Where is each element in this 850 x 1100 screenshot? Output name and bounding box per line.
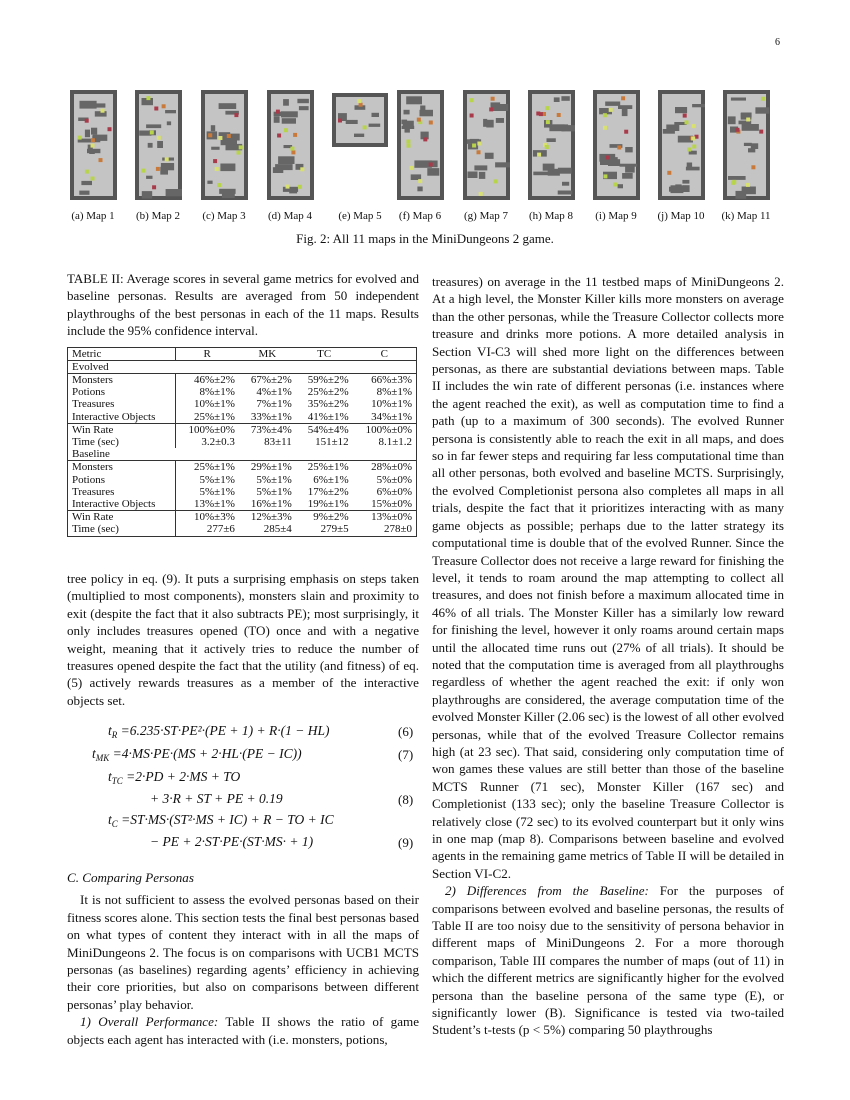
table-cell: 34%±1% — [371, 410, 412, 423]
paragraph — [432, 882, 784, 1039]
eq-lhs: t — [108, 812, 112, 827]
section-label: Baseline — [68, 448, 417, 461]
table-cell: 5%±1% — [199, 473, 235, 486]
table-cell: 100%±0% — [353, 423, 417, 436]
subsection-heading: 1) Overall Performance: — [80, 1014, 219, 1030]
paragraph: treasures) on average in the 11 testbed maps of MiniDungeons 2. At a high level, the Monster Killer kills more monsters on average than the other personas, while the Treasure Collector collects more treasure and drinks more potions. A more detailed analysis in Section VI-C3 will shed more light on the differences between personas, as there are substantial deviations between maps. Table II includes the win rate of different personas (i.e. instances where the agent reached the exit), as well as computation time to find a path (up to a maximum of 300 seconds). The evolved Runner persona is consistently able to reach the exit in all maps, and does so in far fewer steps and requiring far less computational time than all other personas, both evolved and baseline MCTS. Surprisingly, the evolved Completionist persona also completes all maps in all trials, despite the fact that it prioritizes interacting with as many game objects as possible; perhaps due to the latter strategy its computational time is double that of the evolved Runner. Since the Treasure Collector does not receive a large reward for finishing the level, it tends to roam around the map attempting to collect all treasures, and does not finish before a maximum allocated time in 46% of all trials. The Monster Killer has a similarly low reward for finishing the level, however it only roams around certain maps until the allocated time runs out (27% of all trials). It should be noted that the computation time is averaged from all playthroughs regardless of whether the agent reached the exit: if only won playthroughs are considered, the average computation time of the evolved Monster Killer (2.06 sec) is the lowest of all other evolved personas, while that of the evolved Treasure Collector remains high (at 23 sec). That said, considering only computation time of won games these values are still better than those of the baseline MCTS Runner (71 sec), Monster Killer (167 sec) and Completionist (133 sec); only the baseline Treasure Collector is relatively close (72 sec) to its evolved counterpart but it only wins in one map (map 8). Comparisons between baseline and evolved agents in the remaining game metrics of Table II will be detailed in Section VI-C2. — [432, 274, 784, 881]
table-cell: 5%±1% — [256, 473, 292, 486]
map-image — [723, 90, 770, 200]
section-row — [68, 360, 417, 373]
paragraph — [67, 1013, 419, 1048]
equation-continuation: + 3·R + ST + PE + 0.19 — [150, 791, 283, 806]
table-cell: 46%±2% — [194, 374, 235, 387]
table-cell: 5%±0% — [376, 473, 412, 486]
row-label: Interactive Objects — [68, 498, 176, 511]
table-row — [68, 436, 417, 448]
table-cell: 7%±1% — [256, 398, 292, 411]
eq-rhs: =2·PD + 2·MS + TO — [126, 769, 241, 784]
equation — [108, 811, 334, 833]
equation-continuation: − PE + 2·ST·PE·(ST·MS· + 1) — [150, 834, 314, 849]
table-cell: 279±5 — [320, 523, 349, 536]
row-label: Monsters — [68, 461, 176, 474]
subsection-heading: 2) Differences from the Baseline: — [445, 883, 649, 899]
map-label: (e) Map 5 — [338, 210, 382, 222]
equation-number: (8) — [398, 792, 414, 807]
table-cell: 8.1±1.2 — [378, 436, 412, 449]
table-cell: 25%±1% — [194, 410, 235, 423]
table-cell: 5%±1% — [256, 485, 292, 498]
results-table — [67, 347, 417, 537]
figure-maps — [66, 90, 786, 230]
column-header: TC — [296, 347, 353, 360]
table-cell: 17%±2% — [307, 485, 349, 498]
left-text-2 — [67, 869, 419, 1048]
map-image — [70, 90, 117, 200]
table-cell: 6%±0% — [376, 485, 412, 498]
table-row — [68, 386, 417, 398]
table-caption: TABLE II: Average scores in several game metrics for evolved and baseline personas. Results are averaged from 50 independent playthroughs of the best personas in each of the 11 maps. Results include the 95% confidence interval. — [67, 271, 419, 339]
table-row — [68, 411, 417, 424]
table-cell: 10%±3% — [175, 511, 239, 524]
table-cell: 8%±1% — [199, 386, 235, 399]
table-cell: 3.2±0.3 — [201, 436, 235, 449]
page-number: 6 — [775, 37, 780, 48]
row-label: Monsters — [68, 374, 176, 387]
table-cell: 25%±1% — [307, 461, 349, 474]
equation-number: (6) — [398, 724, 414, 739]
section-row — [68, 448, 417, 461]
map-image — [397, 90, 444, 200]
table-cell: 16%±1% — [250, 498, 292, 511]
section-label: Evolved — [68, 360, 417, 373]
eq-rhs: =6.235·ST·PE²·(PE + 1) + R·(1 − HL) — [120, 723, 330, 738]
equation — [108, 768, 240, 790]
paragraph-text: Table II shows the ratio of game objects each agent has interacted with (i.e. monsters, potions, — [67, 1014, 420, 1047]
table-cell: 151±12 — [315, 436, 349, 449]
right-column — [432, 273, 784, 1039]
table-cell: 15%±0% — [371, 498, 412, 511]
map-image — [267, 90, 314, 200]
table-row — [68, 523, 417, 536]
table-cell: 54%±4% — [296, 423, 353, 436]
map-image — [463, 90, 510, 200]
table-cell: 28%±0% — [371, 461, 412, 474]
figure-caption: Fig. 2: All 11 maps in the MiniDungeons 2 game. — [296, 231, 554, 246]
left-column — [67, 270, 419, 537]
row-label: Win Rate — [68, 423, 176, 436]
map-image — [593, 90, 640, 200]
column-header: Metric — [68, 347, 176, 360]
equation-number: (7) — [398, 747, 414, 762]
table-cell: 29%±1% — [250, 461, 292, 474]
table-cell: 41%±1% — [307, 410, 349, 423]
table-cell: 25%±2% — [307, 386, 349, 399]
table-row — [68, 461, 417, 474]
table-cell: 10%±1% — [371, 398, 412, 411]
table-row — [68, 498, 417, 511]
table-cell: 4%±1% — [256, 386, 292, 399]
section-heading: C. Comparing Personas — [67, 870, 194, 885]
eq-lhs: t — [108, 769, 112, 784]
table-cell: 35%±2% — [307, 398, 349, 411]
row-label: Potions — [68, 474, 176, 486]
row-label: Treasures — [68, 398, 176, 410]
table-row — [68, 398, 417, 410]
map-label: (i) Map 9 — [595, 210, 637, 222]
table-cell: 10%±1% — [194, 398, 235, 411]
left-text — [67, 570, 419, 709]
table-row — [68, 486, 417, 498]
row-label: Time (sec) — [68, 436, 176, 448]
row-label: Treasures — [68, 486, 176, 498]
paragraph: It is not sufficient to assess the evolved personas based on their fitness scores alone. This section tests the final best personas based on what types of content they interact with in all the maps of MiniDungeons 2. The focus is on comparisons with UCB1 MCTS personas (as baselines) regarding agents’ efficiency in achieving their core priorities, but also on comparisons between different personas’ play behavior. — [67, 892, 419, 1012]
column-header: C — [353, 347, 417, 360]
table-cell: 277±6 — [206, 523, 235, 536]
table-row — [68, 474, 417, 486]
map-image — [658, 90, 705, 200]
column-header: MK — [239, 347, 296, 360]
eq-subscript: R — [111, 730, 118, 740]
equation-number: (9) — [398, 835, 414, 850]
map-image — [201, 90, 248, 200]
paragraph-text: For the purposes of comparisons between evolved and baseline personas, the results of Table II are too noisy due to the sensitivity of persona behavior in different maps of MiniDungeons 2. For a more thorough comparison, Table III compares the number of maps (out of 11) in which the different metrics are significantly higher for the evolved persona than the baseline persona of the same type (E), or significantly lower (B). Significance is tested via two-tailed Student’s t-tests (p < 5%) comparing 50 playthroughs — [432, 883, 784, 1038]
row-label: Time (sec) — [68, 523, 176, 536]
map-label: (b) Map 2 — [136, 210, 180, 222]
table-cell: 13%±0% — [353, 511, 417, 524]
map-image — [135, 90, 182, 200]
map-image — [528, 90, 575, 200]
table-cell: 6%±1% — [313, 473, 349, 486]
results-table-wrap — [67, 347, 419, 537]
map-image — [332, 93, 388, 147]
map-label: (d) Map 4 — [268, 210, 312, 222]
table-cell: 83±11 — [264, 436, 292, 449]
row-label: Interactive Objects — [68, 411, 176, 424]
map-label: (a) Map 1 — [71, 210, 115, 222]
table-cell: 9%±2% — [296, 511, 353, 524]
table-cell: 67%±2% — [250, 374, 292, 387]
table-cell: 73%±4% — [239, 423, 296, 436]
column-header: R — [175, 347, 239, 360]
equation — [92, 745, 302, 767]
paragraph: tree policy in eq. (9). It puts a surprising emphasis on steps taken (multiplied to most components), monsters slain and proximity to exit (despite the fact that it also subtracts PE); most surprisingly, it only includes treasures opened (TO) once and with a negative weight, meaning that it actively tries to reduce the number of treasures opened despite the fact that the utility (and fitness) of eq. (5) actively rewards treasures as a member of the interactive objects set. — [67, 571, 419, 708]
table-cell: 12%±3% — [239, 511, 296, 524]
eq-subscript: C — [111, 819, 118, 829]
map-label: (h) Map 8 — [529, 210, 573, 222]
table-cell: 8%±1% — [376, 386, 412, 399]
table-cell: 25%±1% — [194, 461, 235, 474]
table-cell: 13%±1% — [194, 498, 235, 511]
map-label: (f) Map 6 — [398, 210, 442, 222]
table-cell: 33%±1% — [250, 410, 292, 423]
row-label: Win Rate — [68, 511, 176, 524]
eq-lhs: t — [108, 723, 112, 738]
equation — [108, 722, 329, 744]
eq-rhs: =ST·MS·(ST²·MS + IC) + R − TO + IC — [121, 812, 334, 827]
table-row — [68, 374, 417, 387]
table-cell: 66%±3% — [371, 374, 412, 387]
table-row — [68, 511, 417, 524]
map-label: (g) Map 7 — [464, 210, 508, 222]
table-cell: 19%±1% — [307, 498, 349, 511]
eq-subscript: TC — [111, 776, 123, 786]
map-label: (c) Map 3 — [202, 210, 246, 222]
table-row — [68, 423, 417, 436]
table-cell: 100%±0% — [175, 423, 239, 436]
eq-rhs: =4·MS·PE·(MS + 2·HL·(PE − IC)) — [112, 746, 302, 761]
row-label: Potions — [68, 386, 176, 398]
table-header-row — [68, 347, 417, 360]
table-cell: 285±4 — [263, 523, 292, 536]
eq-lhs: t — [92, 746, 96, 761]
table-cell: 5%±1% — [199, 485, 235, 498]
map-label: (k) Map 11 — [721, 210, 771, 222]
table-cell: 278±0 — [383, 523, 412, 536]
map-label: (j) Map 10 — [657, 210, 705, 222]
eq-subscript: MK — [95, 753, 110, 763]
table-cell: 59%±2% — [307, 374, 349, 387]
